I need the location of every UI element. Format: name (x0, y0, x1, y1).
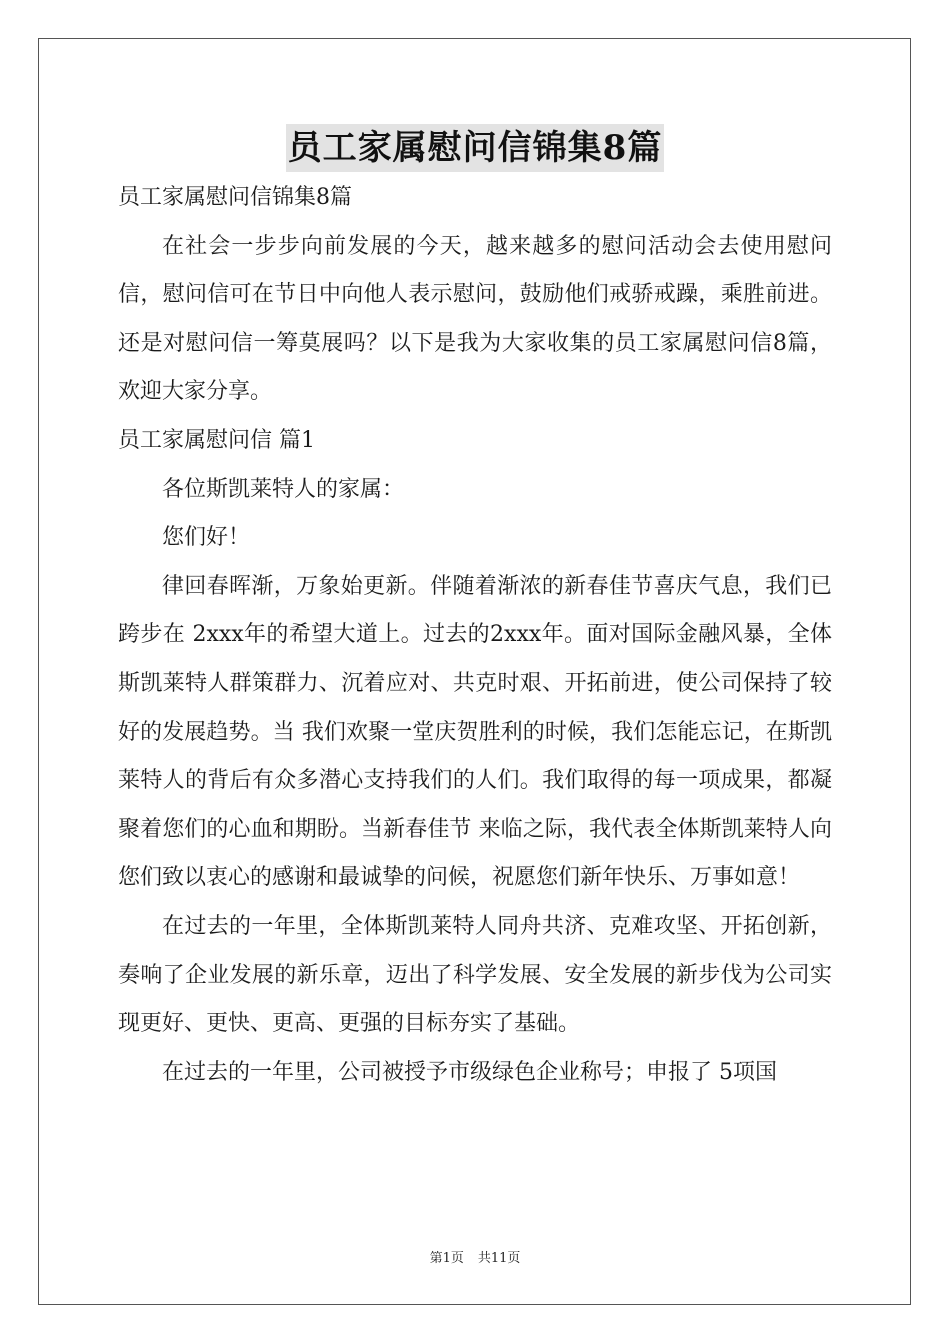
section-heading: 员工家属慰问信 篇1 (118, 427, 315, 453)
body-paragraph: 在过去的一年里，公司被授予市级绿色企业称号；申报了 5项国 (162, 1059, 777, 1085)
title-container (0, 124, 950, 172)
body-paragraph: 律回春晖渐，万象始更新。伴随着渐浓的新春佳节喜庆气息，我们已跨步在 2xxx年的希望大道上。过去的2xxx年。面对国际金融风暴，全体斯凯莱特人群策群力、沉着应对、共克时艰、开拓前进，使公司保持了较好的发展趋势。当 我们欢聚一堂庆贺胜利的时候，我们怎能忘记，在斯凯莱特人的背后有众多潜心支持我们的人们。我们取得的每一项成果，都凝聚着您们的心血和期盼。当新春佳节 来临之际，我代表全体斯凯莱特人向您们致以衷心的感谢和最诚挚的问候，祝愿您们新年快乐、万事如意！ (118, 573, 832, 891)
body-paragraph: 在过去的一年里，全体斯凯莱特人同舟共济、克难攻坚、开拓创新，奏响了企业发展的新乐章，迈出了科学发展、安全发展的新步伐为公司实现更好、更快、更高、更强的目标夯实了基础。 (118, 913, 832, 1037)
document-body (118, 174, 832, 1097)
subtitle-line: 员工家属慰问信锦集8篇 (118, 185, 352, 210)
salutation: 各位斯凯莱特人的家属： (162, 476, 405, 502)
greeting: 您们好！ (162, 525, 251, 551)
page-footer (0, 1247, 950, 1266)
page-number: 第1页 (429, 1251, 464, 1266)
document-title: 员工家属慰问信锦集8篇 (286, 124, 665, 172)
page-total: 共11页 (477, 1251, 521, 1266)
intro-paragraph: 在社会一步步向前发展的今天，越来越多的慰问活动会去使用慰问信，慰问信可在节日中向他人表示慰问，鼓励他们戒骄戒躁，乘胜前进。还是对慰问信一筹莫展吗？以下是我为大家收集的员工家属慰问信8篇，欢迎大家分享。 (118, 233, 832, 405)
